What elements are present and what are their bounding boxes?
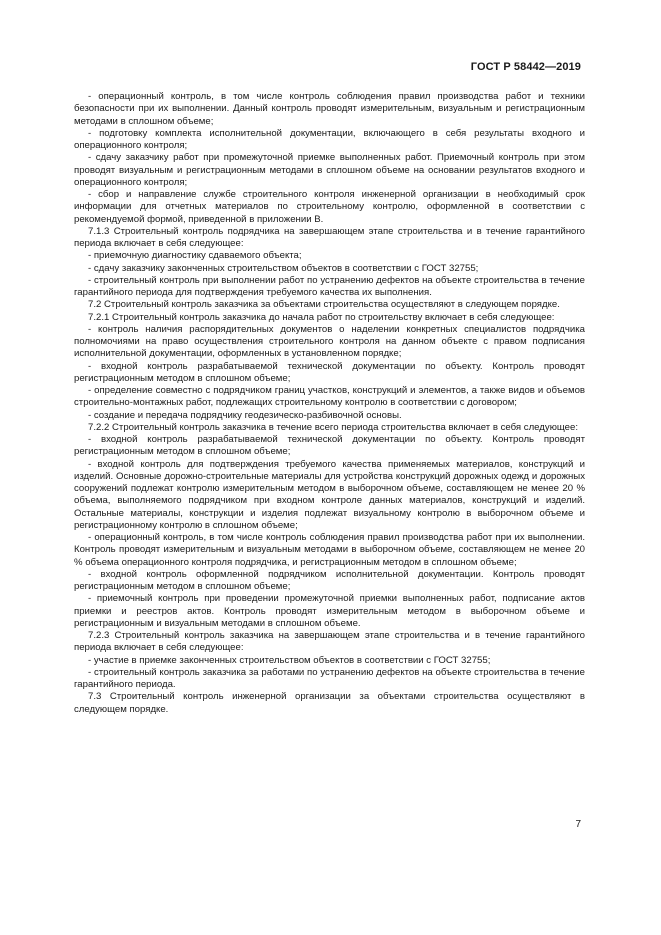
paragraph: - сбор и направление службе строительного контроля инженерной организации в необходимый срок информации для отчетных материалов по строительному контролю, оформленной в соответствии с рекомендуемой формой, приведенной в приложении В. <box>74 189 585 225</box>
document-header: ГОСТ Р 58442—2019 <box>470 61 581 73</box>
paragraph: - подготовку комплекта исполнительной документации, включающего в себя результаты входного и операционного контроля; <box>74 127 585 151</box>
page-number: 7 <box>575 819 581 830</box>
document-body <box>74 91 585 716</box>
paragraph: - операционный контроль, в том числе контроль соблюдения правил производства работ при их выполнении. Контроль проводят измерительным и визуальным методами в выборочном объеме, составляющем не менее 20 % объема операционного контроля подрядчика, и регистрационным методом в сплошном объеме; <box>74 532 585 568</box>
paragraph: - определение совместно с подрядчиком границ участков, конструкций и элементов, а также видов и объемов строительно-монтажных работ, подлежащих строительному контролю в соответствии с договором; <box>74 385 585 409</box>
section-paragraph: 7.2.1 Строительный контроль заказчика до начала работ по строительству включает в себя следующее: <box>88 311 555 323</box>
paragraph: - входной контроль разрабатываемой технической документации по объекту. Контроль проводят регистрационным методом в сплошном объеме; <box>74 360 585 384</box>
section-paragraph: 7.2 Строительный контроль заказчика за объектами строительства осуществляют в следующем порядке. <box>88 299 560 311</box>
paragraph: - сдачу заказчику законченных строительством объектов в соответствии с ГОСТ 32755; <box>88 262 479 274</box>
paragraph: - сдачу заказчику работ при промежуточной приемке выполненных работ. Приемочный контроль при этом проводят визуальным и регистрационным методами в сплошном объеме на основании результатов входного и операционного контроля; <box>74 152 585 188</box>
paragraph: - контроль наличия распорядительных документов о наделении конкретных специалистов подрядчика полномочиями на право осуществления строительного контроля на данном объекте с правом подписания исполнительной документации, оформленных в установленном порядке; <box>74 323 585 360</box>
paragraph: - входной контроль оформленной подрядчиком исполнительной документации. Контроль проводят регистрационным методом в сплошном объеме; <box>74 568 585 592</box>
paragraph: - операционный контроль, в том числе контроль соблюдения правил производства работ и техники безопасности при их выполнении. Данный контроль проводят измерительным, визуальным и регистрационным методами в сплошном объеме; <box>74 91 585 127</box>
section-paragraph: 7.3 Строительный контроль инженерной организации за объектами строительства осуществляют в следующем порядке. <box>74 691 585 715</box>
paragraph: - приемочную диагностику сдаваемого объекта; <box>88 250 302 262</box>
paragraph: - входной контроль разрабатываемой технической документации по объекту. Контроль проводят регистрационным методом в сплошном объеме; <box>74 434 585 458</box>
paragraph: - строительный контроль при выполнении работ по устранению дефектов на объекте строительства в течение гарантийного периода для подтверждения требуемого качества их выполнения. <box>74 274 585 298</box>
paragraph: - приемочный контроль при проведении промежуточной приемки выполненных работ, подписание актов приемки и реестров актов. Контроль проводят измерительным методом в выборочном объеме и регистрационным и визуальным методами в сплошном объеме. <box>74 593 585 629</box>
paragraph: - участие в приемке законченных строительством объектов в соответствии с ГОСТ 32755; <box>88 654 491 666</box>
paragraph: - строительный контроль заказчика за работами по устранению дефектов на объекте строительства в течение гарантийного периода. <box>74 666 585 690</box>
paragraph: - создание и передача подрядчику геодезическо-разбивочной основы. <box>88 409 402 421</box>
section-paragraph: 7.2.3 Строительный контроль заказчика на завершающем этапе строительства и в течение гарантийного периода включает в себя следующее: <box>74 630 585 654</box>
paragraph: - входной контроль для подтверждения требуемого качества применяемых материалов, конструкций и изделий. Основные дорожно-строительные материалы для устройства конструкций дорожных одежд и дорожных сооружений подлежат контролю измерительным методом в выборочном объеме, составляющем не менее 20 % объема, выполняемого подрядчиком при входном контроле данных материалов, конструкций и изделий. Остальные материалы, конструкции и изделия подлежат визуальному контролю в выборочном объеме и регистрационному контролю в сплошном объеме; <box>74 458 585 531</box>
section-paragraph: 7.1.3 Строительный контроль подрядчика на завершающем этапе строительства и в течение гарантийного периода включает в себя следующее: <box>74 225 585 249</box>
section-paragraph: 7.2.2 Строительный контроль заказчика в течение всего периода строительства включает в себя следующее: <box>88 421 579 433</box>
